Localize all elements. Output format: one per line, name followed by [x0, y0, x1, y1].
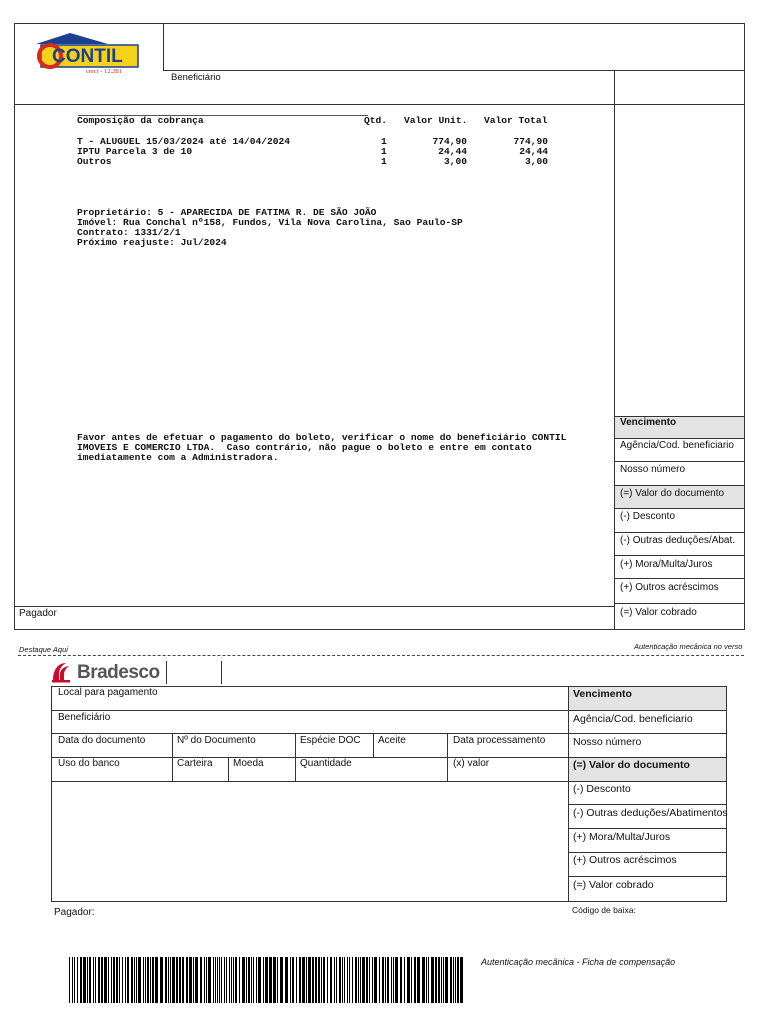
bottom-outros-acrescimos-label: (+) Outros acréscimos — [573, 854, 677, 866]
reajuste-line: Próximo reajuste: Jul/2024 — [77, 237, 227, 248]
ficha-line — [568, 828, 727, 829]
cell-divider — [172, 733, 173, 781]
beneficiario-label: Beneficiário — [171, 72, 221, 83]
carteira-label: Carteira — [177, 758, 213, 769]
aceite-label: Aceite — [378, 735, 406, 746]
side-line — [614, 461, 745, 462]
destaque-label: Destaque Aqui — [19, 645, 68, 654]
proprietario-line: Proprietário: 5 - APARECIDA DE FATIMA R. DE SÃO JOÃO — [77, 207, 377, 218]
row-unit: 24,44 — [438, 146, 467, 157]
bottom-beneficiario-label: Beneficiário — [58, 712, 111, 723]
logo-subtext: creci - 12.281 — [86, 68, 122, 75]
uso-banco-label: Uso do banco — [58, 758, 120, 769]
notice-line: IMOVEIS E COMERCIO LTDA. Caso contrário, não pague o boleto e entre em contato — [77, 442, 532, 453]
mora-label: (+) Mora/Multa/Juros — [620, 559, 713, 570]
outras-deducoes-label: (-) Outras deduções/Abat. — [620, 535, 736, 546]
side-line — [614, 603, 745, 604]
ficha-line — [51, 710, 727, 711]
x-valor-label: (x) valor — [453, 758, 490, 769]
data-documento-label: Data do documento — [58, 735, 146, 746]
row-desc: IPTU Parcela 3 de 10 — [77, 146, 193, 157]
row-desc: Outros — [77, 156, 112, 167]
side-line — [614, 555, 745, 556]
row-unit: 774,90 — [432, 136, 467, 147]
desconto-label: (-) Desconto — [620, 511, 676, 522]
side-line — [614, 438, 745, 439]
ficha-side-divider — [568, 686, 569, 902]
side-line — [614, 485, 745, 486]
row-qtd: 1 — [381, 156, 387, 167]
ficha-line — [568, 876, 727, 877]
right-column-divider — [614, 70, 615, 630]
side-line — [614, 508, 745, 509]
outros-acrescimos-label: (+) Outros acréscimos — [620, 582, 719, 593]
local-pagamento-label: Local para pagamento — [58, 687, 158, 698]
bradesco-logo — [50, 660, 170, 686]
contil-logo — [30, 32, 142, 76]
cell-divider — [373, 733, 374, 757]
autenticacao-verso-label: Autenticação mecânica no verso — [634, 642, 743, 651]
bank-name: Bradesco — [77, 662, 160, 683]
header-logo-divider — [163, 23, 164, 70]
logo-text: CONTIL — [52, 46, 123, 67]
row-unit: 3,00 — [443, 156, 467, 167]
cell-divider — [447, 733, 448, 781]
bottom-outras-deducoes-label: (-) Outras deduções/Abatimentos — [573, 807, 728, 819]
data-processamento-label: Data processamento — [453, 735, 546, 746]
bottom-pagador-label: Pagador: — [54, 907, 95, 918]
cut-line — [18, 655, 744, 656]
barcode — [69, 957, 465, 1003]
imovel-line: Imóvel: Rua Conchal nº158, Fundos, Vila Nova Carolina, Sao Paulo-SP — [77, 217, 463, 228]
vencimento-label: Vencimento — [620, 417, 677, 428]
bottom-nosso-numero-label: Nosso número — [573, 736, 642, 748]
quantidade-label: Quantidade — [300, 758, 352, 769]
row-qtd: 1 — [381, 136, 387, 147]
numero-documento-label: Nº do Documento — [177, 735, 256, 746]
pagador-line — [14, 606, 614, 607]
bottom-desconto-label: (-) Desconto — [573, 783, 631, 795]
bottom-mora-label: (+) Mora/Multa/Juros — [573, 831, 671, 843]
especie-doc-label: Espécie DOC — [300, 735, 361, 746]
agencia-label: Agência/Cod. beneficiario — [620, 440, 734, 451]
row-total: 774,90 — [513, 136, 548, 147]
composicao-header: Composição da cobrança — [77, 115, 204, 126]
side-line — [614, 578, 745, 579]
bradesco-icon — [50, 660, 74, 684]
header-bottom-line — [14, 104, 745, 105]
bottom-vencimento-label: Vencimento — [573, 688, 632, 700]
ficha-line — [51, 781, 727, 782]
nosso-numero-label: Nosso número — [620, 464, 686, 475]
row-total: 24,44 — [519, 146, 548, 157]
row-desc: T - ALUGUEL 15/03/2024 até 14/04/2024 — [77, 136, 291, 147]
bank-divider — [221, 661, 222, 684]
side-line — [614, 532, 745, 533]
row-qtd: 1 — [381, 146, 387, 157]
cell-divider — [228, 757, 229, 781]
valor-cobrado-label: (=) Valor cobrado — [620, 607, 697, 618]
bottom-valor-documento-label: (=) Valor do documento — [573, 759, 690, 771]
valor-documento-label: (=) Valor do documento — [620, 488, 725, 499]
ficha-line — [568, 852, 727, 853]
bottom-valor-cobrado-label: (=) Valor cobrado — [573, 879, 654, 891]
autenticacao-ficha-label: Autenticação mecânica - Ficha de compensação — [481, 957, 676, 967]
ficha-line — [568, 804, 727, 805]
valor-total-header: Valor Total — [484, 115, 548, 126]
bank-divider — [166, 661, 167, 684]
valor-unit-header: Valor Unit. — [404, 115, 468, 126]
notice-line: imediatamente com a Administradora. — [77, 452, 279, 463]
contrato-line: Contrato: 1331/2/1 — [77, 227, 181, 238]
codigo-baixa-label: Código de baixa: — [572, 905, 636, 915]
bottom-agencia-label: Agência/Cod. beneficiario — [573, 713, 693, 725]
cell-divider — [295, 733, 296, 781]
ficha-line — [51, 733, 727, 734]
qtd-header: Qtd. — [364, 115, 388, 126]
moeda-label: Moeda — [233, 758, 264, 769]
pagador-label: Pagador — [19, 608, 57, 619]
header-beneficiario-line — [163, 70, 745, 71]
row-total: 3,00 — [524, 156, 548, 167]
notice-line: Favor antes de efetuar o pagamento do boleto, verificar o nome do beneficiário CONTIL — [77, 432, 567, 443]
